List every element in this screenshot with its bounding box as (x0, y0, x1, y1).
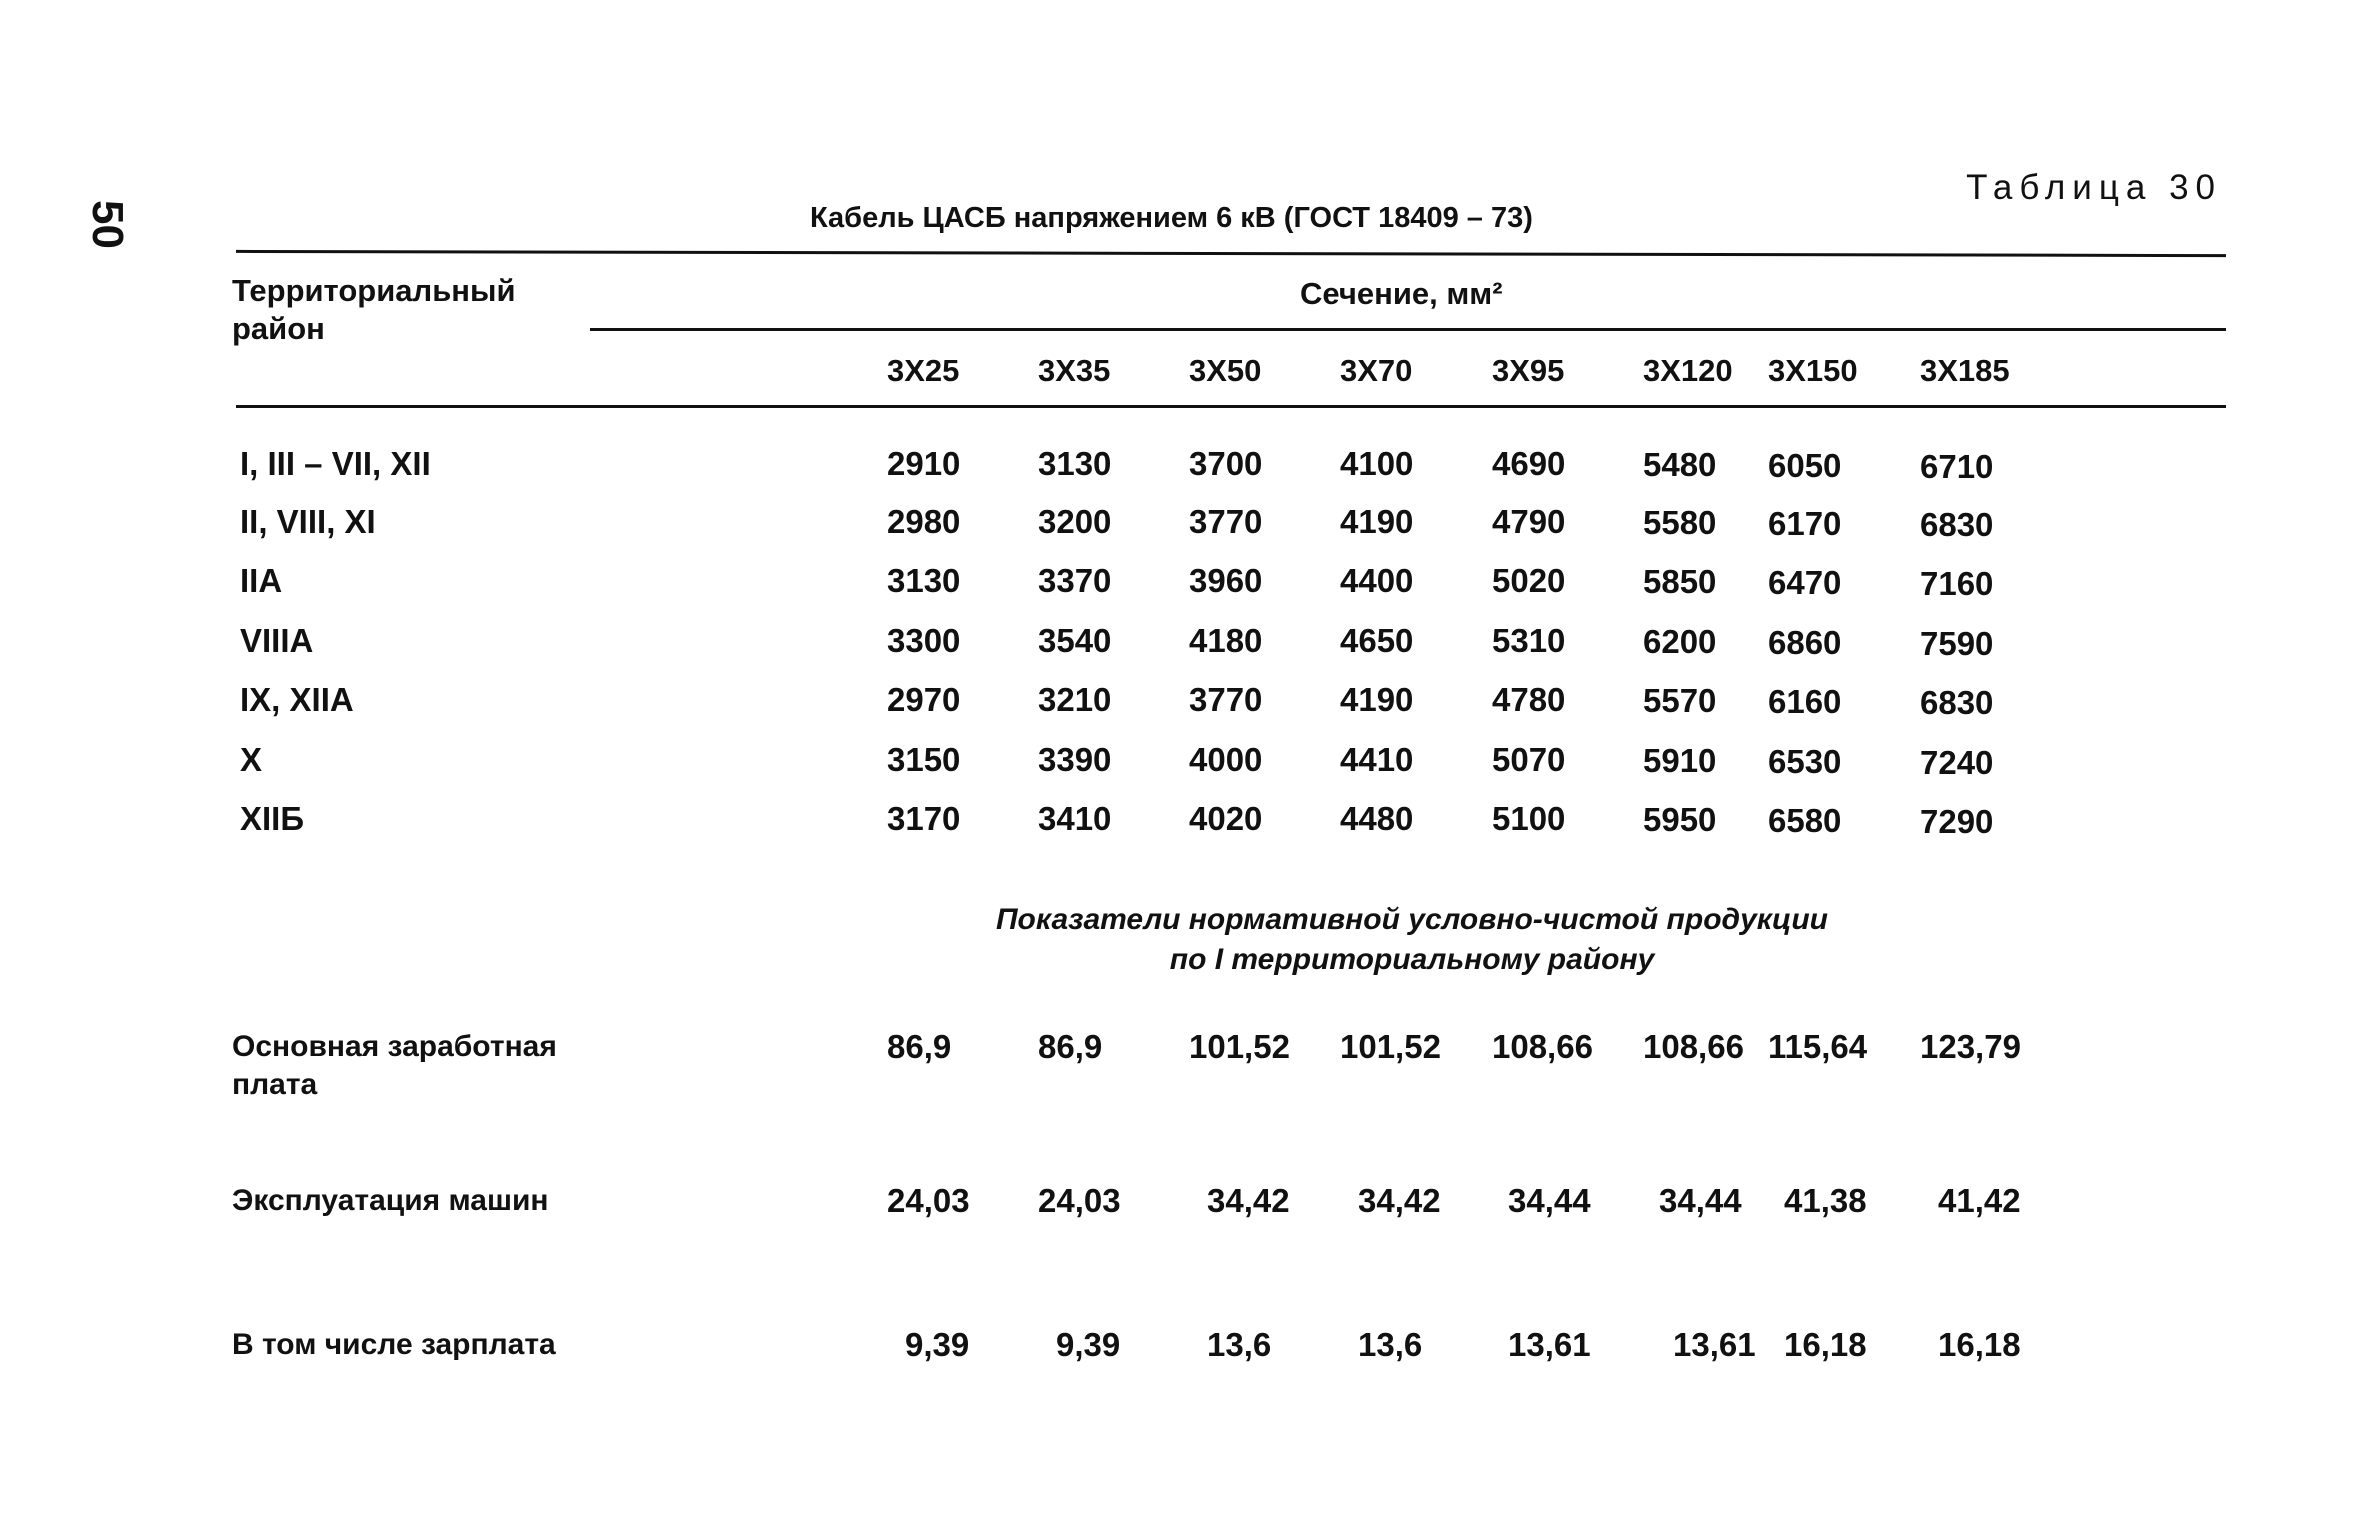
indicator-value: 16,18 (1938, 1326, 2021, 1363)
value-cell: 2980 (887, 503, 961, 540)
value-cell: 3150 (887, 741, 961, 778)
value-cell: 3370 (1038, 562, 1112, 599)
value-cell: 4190 (1340, 503, 1414, 540)
value-cell: 6200 (1643, 623, 1717, 660)
region-name: XIIБ (240, 800, 305, 837)
value-cell: 4480 (1340, 800, 1414, 837)
value-cell: 6050 (1768, 447, 1842, 484)
value-cell: 3410 (1038, 800, 1112, 837)
value-cell: 3700 (1189, 445, 1263, 482)
indicator-value: 34,42 (1358, 1182, 1441, 1219)
value-cell: 5020 (1492, 562, 1566, 599)
region-header: Территориальный район (232, 273, 516, 346)
value-cell: 6160 (1768, 683, 1842, 720)
indicator-value: 41,42 (1938, 1182, 2021, 1219)
indicator-value: 13,6 (1207, 1326, 1272, 1363)
section-col-header: 3Х70 (1340, 353, 1413, 388)
indicator-value: 34,42 (1207, 1182, 1290, 1219)
value-cell: 4190 (1340, 681, 1414, 718)
indicator-value: 13,6 (1358, 1326, 1423, 1363)
value-cell: 4020 (1189, 800, 1263, 837)
indicator-value: 13,61 (1673, 1326, 1756, 1363)
top-rule (236, 250, 2226, 257)
value-cell: 3540 (1038, 622, 1112, 659)
value-cell: 6830 (1920, 506, 1994, 543)
indicator-label: Эксплуатация машин (232, 1184, 549, 1217)
page-number: 50 (83, 200, 132, 249)
indicator-value: 86,9 (1038, 1028, 1103, 1065)
region-name: I, III – VII, XII (240, 445, 431, 482)
value-cell: 5310 (1492, 622, 1566, 659)
value-cell: 5100 (1492, 800, 1566, 837)
value-cell: 4650 (1340, 622, 1414, 659)
section-col-header: 3Х95 (1492, 353, 1565, 388)
value-cell: 5850 (1643, 563, 1717, 600)
indicator-value: 34,44 (1508, 1182, 1591, 1219)
value-cell: 5580 (1643, 504, 1717, 541)
region-name: X (240, 741, 263, 778)
value-cell: 6580 (1768, 802, 1842, 839)
indicator-value: 9,39 (905, 1326, 970, 1363)
value-cell: 4400 (1340, 562, 1414, 599)
value-cell: 2910 (887, 445, 961, 482)
value-cell: 7590 (1920, 625, 1994, 662)
value-cell: 6170 (1768, 505, 1842, 542)
indicator-value: 24,03 (1038, 1182, 1121, 1219)
value-cell: 4000 (1189, 741, 1263, 778)
indicator-value: 86,9 (887, 1028, 952, 1065)
section-col-header: 3Х25 (887, 353, 960, 388)
value-cell: 6470 (1768, 564, 1842, 601)
value-cell: 4180 (1189, 622, 1263, 659)
value-cell: 5950 (1643, 801, 1717, 838)
value-cell: 3130 (887, 562, 961, 599)
region-name: IX, XIIA (240, 681, 354, 718)
indicator-value: 123,79 (1920, 1028, 2021, 1065)
value-cell: 3390 (1038, 741, 1112, 778)
section-col-header: 3Х185 (1920, 353, 2010, 388)
value-cell: 3130 (1038, 445, 1112, 482)
indicator-value: 108,66 (1643, 1028, 1744, 1065)
indicator-label: В том числе зарплата (232, 1328, 556, 1361)
value-cell: 5070 (1492, 741, 1566, 778)
indicator-value: 24,03 (887, 1182, 970, 1219)
value-cell: 4790 (1492, 503, 1566, 540)
value-cell: 6710 (1920, 448, 1994, 485)
value-cell: 3210 (1038, 681, 1112, 718)
value-cell: 4690 (1492, 445, 1566, 482)
indicator-value: 9,39 (1056, 1326, 1121, 1363)
value-cell: 3770 (1189, 681, 1263, 718)
value-cell: 3200 (1038, 503, 1112, 540)
value-cell: 5910 (1643, 742, 1717, 779)
value-cell: 2970 (887, 681, 961, 718)
value-cell: 7290 (1920, 803, 1994, 840)
section-col-header: 3Х50 (1189, 353, 1262, 388)
table-title: Кабель ЦАСБ напряжением 6 кВ (ГОСТ 18409 – 73) (810, 202, 1533, 234)
value-cell: 6530 (1768, 743, 1842, 780)
indicator-value: 101,52 (1189, 1028, 1290, 1065)
indicator-value: 101,52 (1340, 1028, 1441, 1065)
value-cell: 3170 (887, 800, 961, 837)
region-name: VIIIA (240, 622, 314, 659)
value-cell: 3300 (887, 622, 961, 659)
indicator-value: 34,44 (1659, 1182, 1742, 1219)
indicator-value: 16,18 (1784, 1326, 1867, 1363)
indicator-value: 108,66 (1492, 1028, 1593, 1065)
value-cell: 5480 (1643, 446, 1717, 483)
section-col-header: 3Х150 (1768, 353, 1858, 388)
value-cell: 6830 (1920, 684, 1994, 721)
value-cell: 3960 (1189, 562, 1263, 599)
value-cell: 4410 (1340, 741, 1414, 778)
value-cell: 4100 (1340, 445, 1414, 482)
section-header: Сечение, мм² (1300, 276, 1503, 311)
section-rule (590, 328, 2226, 331)
value-cell: 4780 (1492, 681, 1566, 718)
header-bottom-rule (236, 405, 2226, 408)
value-cell: 5570 (1643, 682, 1717, 719)
indicator-value: 41,38 (1784, 1182, 1867, 1219)
table-label: Таблица 30 (1966, 168, 2222, 207)
value-cell: 3770 (1189, 503, 1263, 540)
indicator-label: Основная заработная плата (232, 1030, 557, 1101)
indicator-value: 115,64 (1768, 1028, 1868, 1065)
value-cell: 7240 (1920, 744, 1994, 781)
region-name: II, VIII, XI (240, 503, 376, 540)
region-name: IIA (240, 562, 283, 599)
value-cell: 7160 (1920, 565, 1994, 602)
section-col-header: 3Х35 (1038, 353, 1111, 388)
indicators-title: Показатели нормативной условно-чистой продукции по I территориальному району (995, 903, 1828, 976)
section-col-header: 3Х120 (1643, 353, 1733, 388)
indicator-value: 13,61 (1508, 1326, 1591, 1363)
value-cell: 6860 (1768, 624, 1842, 661)
